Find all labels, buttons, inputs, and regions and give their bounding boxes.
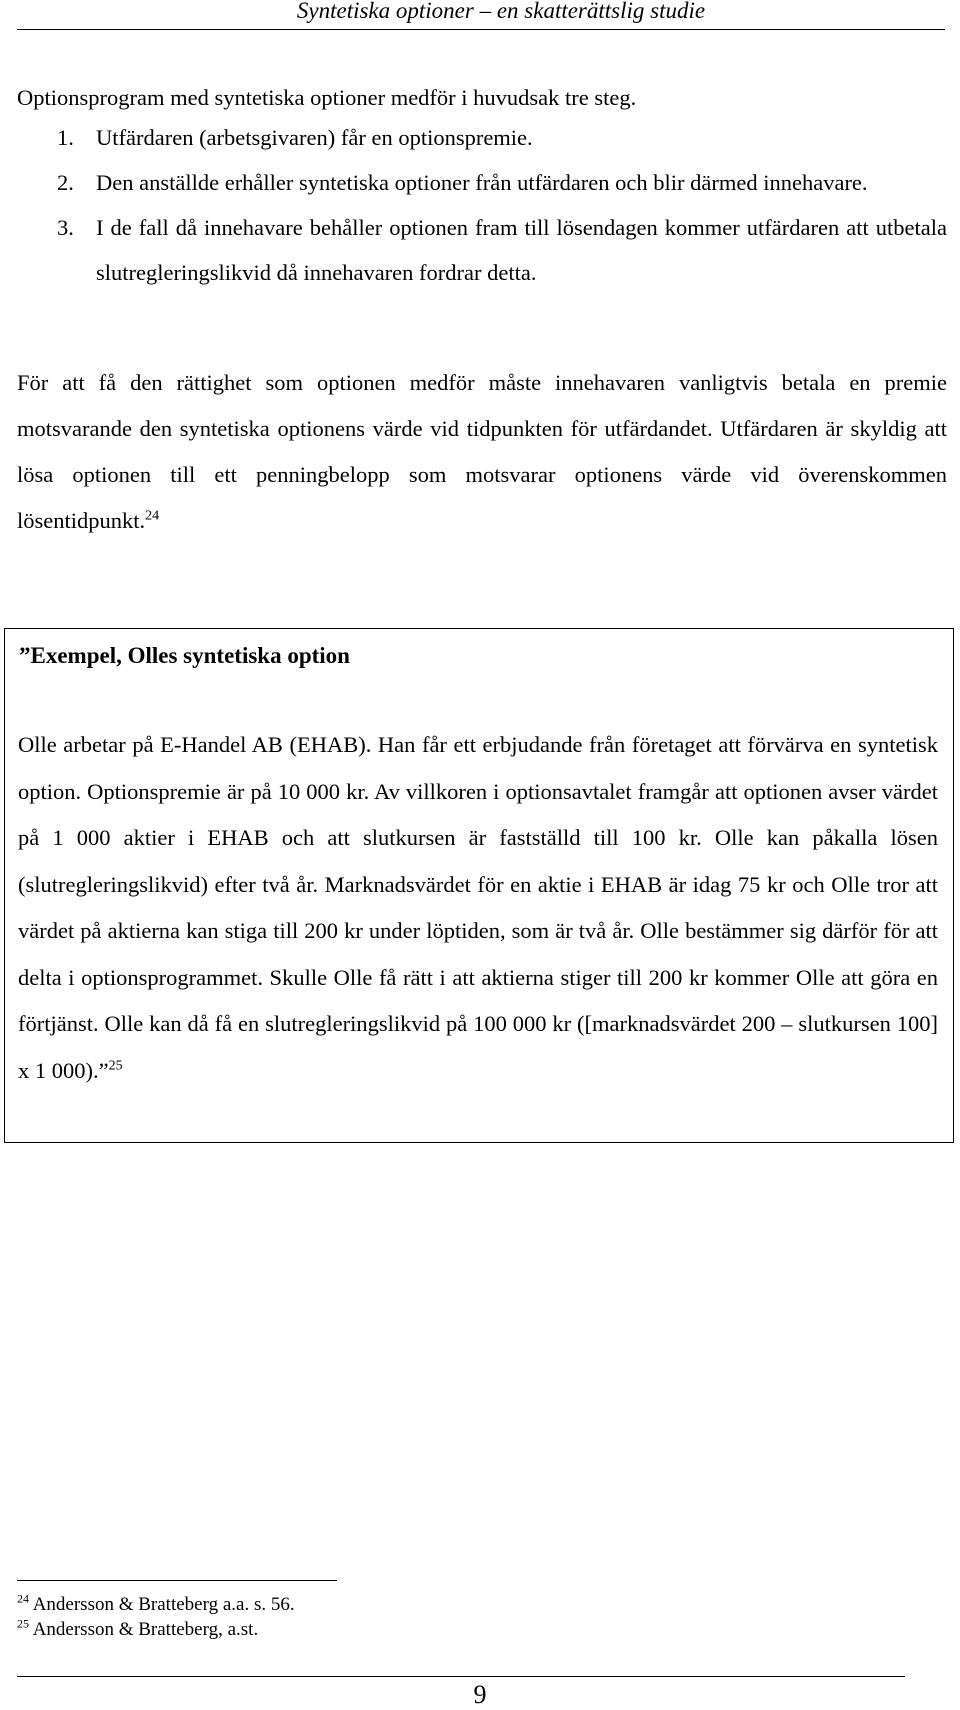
footnote (17, 1592, 295, 1617)
list-number: 3. (57, 215, 74, 240)
footnote (17, 1617, 295, 1642)
list-number: 2. (57, 170, 74, 195)
footer-divider (17, 1676, 905, 1677)
list-number: 1. (57, 125, 74, 150)
paragraph-text: För att få den rättighet som optionen medför måste innehavaren vanligtvis betala en premie motsvarande den syntetiska optionens värde vid tidpunkten för utfärdandet. Utfärdaren är skyldig att lösa optionen till ett penningbelopp som motsvarar optionens värde vid överenskommen lösentidpunkt. (17, 370, 947, 533)
example-box (4, 628, 954, 1143)
list-text: I de fall då innehavare behåller optionen fram till lösendagen kommer utfärdaren att utbetala slutregleringslikvid då innehavaren fordrar detta. (96, 215, 947, 285)
example-title: ”Exempel, Olles syntetiska option (19, 643, 350, 668)
example-text: Olle arbetar på E-Handel AB (EHAB). Han får ett erbjudande från företaget att förvärva en syntetisk option. Optionspremie är på 10 000 kr. Av villkoren i optionsavtalet framgår att optionen avser värdet på 1 000 aktier i EHAB och att slutkursen är fastställd till 100 kr. Olle kan påkalla lösen (slutregleringslikvid) efter två år. Marknadsvärdet för en aktie i EHAB är idag 75 kr och Olle tror att värdet på aktierna kan stiga till 200 kr under löptiden, som är två år. Olle bestämmer sig därför för att delta i optionsprogrammet. Skulle Olle få rätt i att aktierna stiger till 200 kr kommer Olle att göra en förtjänst. Olle kan då få en slutregleringslikvid på 100 000 kr ([marknadsvärdet 200 – slutkursen 100] x 1 000).” (18, 732, 938, 1083)
list-text: Den anställde erhåller syntetiska optioner från utfärdaren och blir därmed innehavare. (96, 170, 868, 195)
header-title: Syntetiska optioner – en skatterättslig studie (296, 0, 706, 23)
list-item (57, 205, 947, 295)
footnote-text: Andersson & Bratteberg a.a. s. 56. (32, 1594, 295, 1615)
body-paragraph (17, 360, 947, 544)
footnote-text: Andersson & Bratteberg, a.st. (32, 1619, 259, 1640)
example-body (18, 722, 938, 1094)
running-header (17, 0, 945, 30)
page-number: 9 (473, 1680, 487, 1709)
steps-list (57, 115, 947, 295)
footnote-number: 24 (17, 1591, 29, 1606)
footnote-number: 25 (17, 1616, 29, 1631)
footnotes (17, 1592, 295, 1642)
intro-sentence: Optionsprogram med syntetiska optioner medför i huvudsak tre steg. (17, 85, 637, 110)
footnote-ref[interactable]: 24 (145, 508, 160, 524)
list-item (57, 115, 947, 160)
list-text: Utfärdaren (arbetsgivaren) får en optionspremie. (96, 125, 533, 150)
list-item (57, 160, 947, 205)
footnote-ref[interactable]: 25 (108, 1058, 123, 1073)
footnote-divider (17, 1580, 337, 1581)
